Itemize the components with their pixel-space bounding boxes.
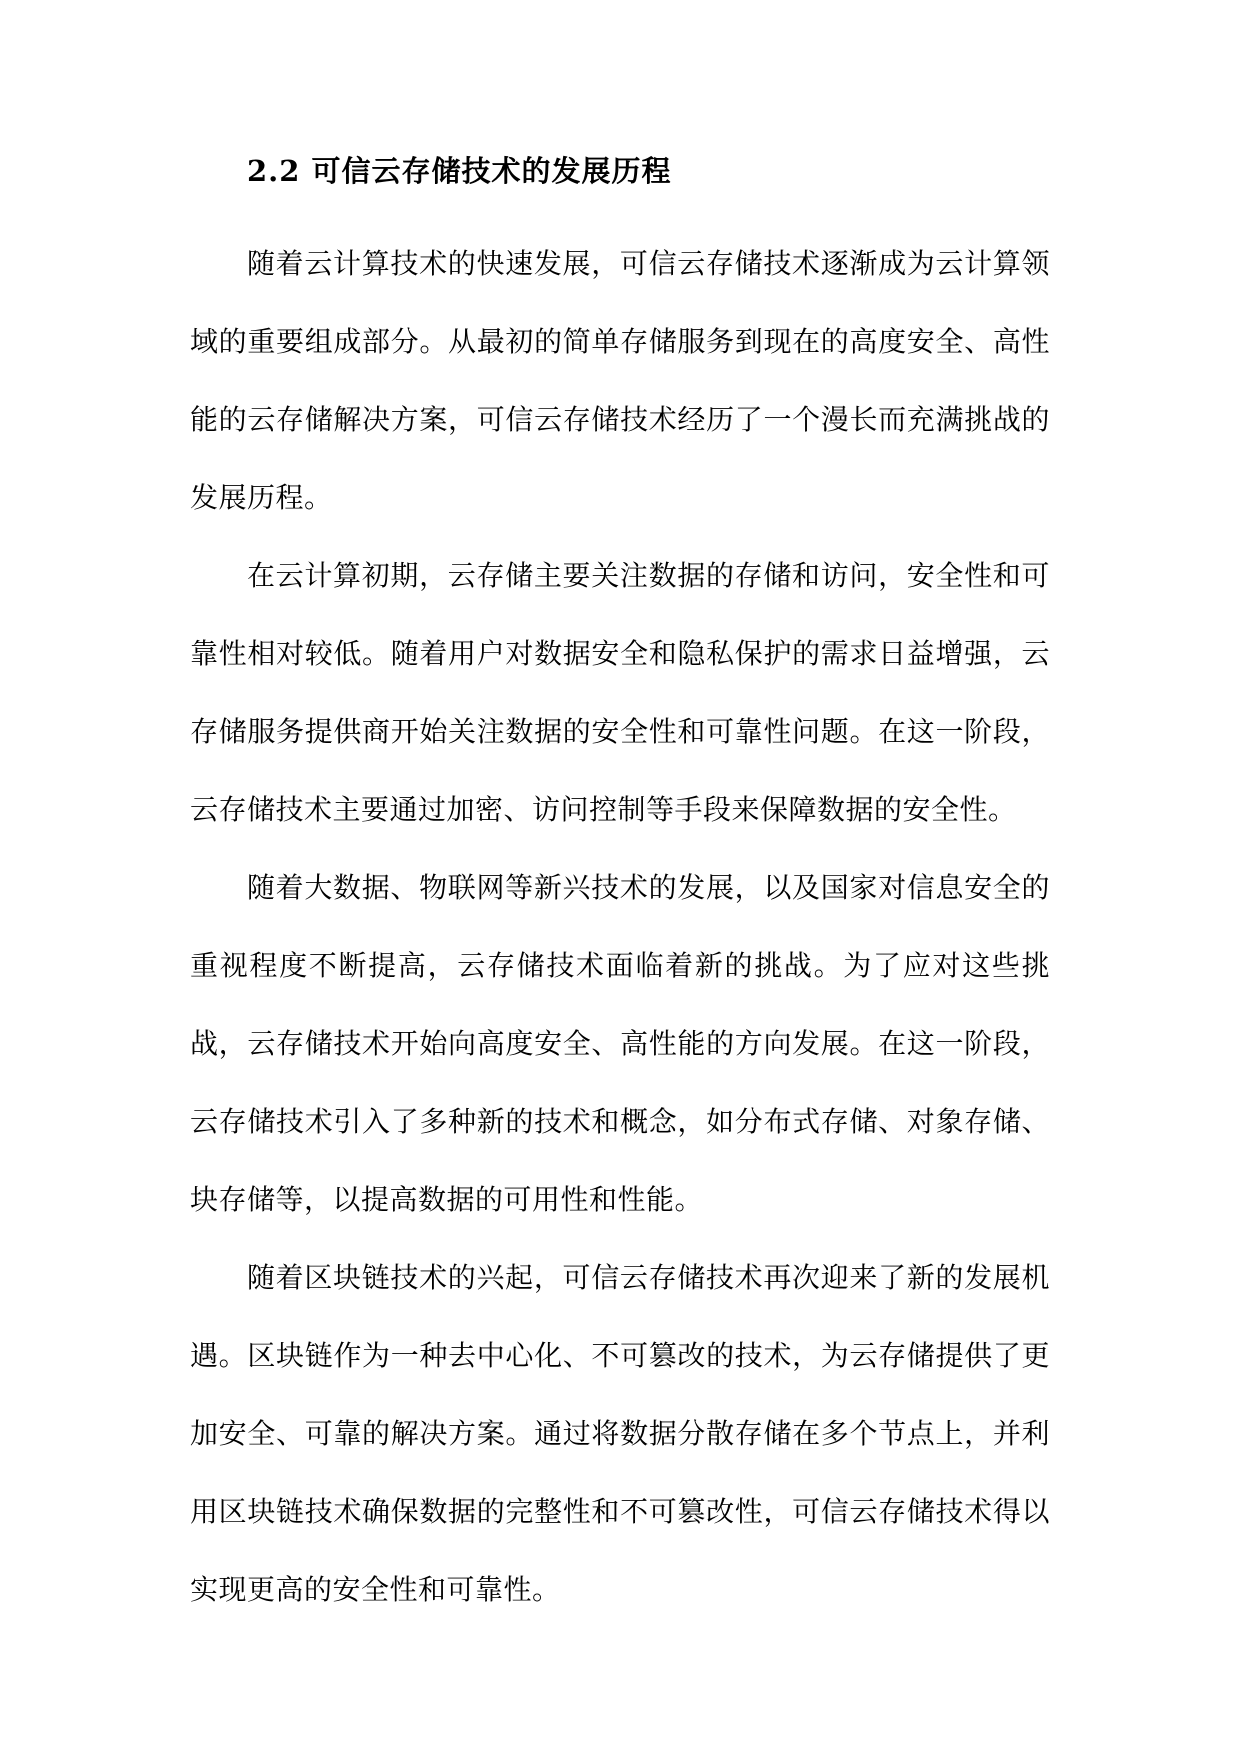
section-body (190, 145, 1050, 1629)
section-heading: 2.2 可信云存储技术的发展历程 (247, 154, 672, 188)
paragraph-3: 随着大数据、物联网等新兴技术的发展，以及国家对信息安全的重视程度不断提高，云存储技术面临着新的挑战。为了应对这些挑战，云存储技术开始向高度安全、高性能的方向发展。在这一阶段，云存储技术引入了多种新的技术和概念，如分布式存储、对象存储、块存储等，以提高数据的可用性和性能。 (190, 871, 1050, 1216)
paragraph-2: 在云计算初期，云存储主要关注数据的存储和访问，安全性和可靠性相对较低。随着用户对数据安全和隐私保护的需求日益增强，云存储服务提供商开始关注数据的安全性和可靠性问题。在这一阶段，云存储技术主要通过加密、访问控制等手段来保障数据的安全性。 (190, 559, 1050, 826)
paragraph-4: 随着区块链技术的兴起，可信云存储技术再次迎来了新的发展机遇。区块链作为一种去中心化、不可篡改的技术，为云存储提供了更加安全、可靠的解决方案。通过将数据分散存储在多个节点上，并利用区块链技术确保数据的完整性和不可篡改性，可信云存储技术得以实现更高的安全性和可靠性。 (190, 1261, 1050, 1606)
paragraph-1: 随着云计算技术的快速发展，可信云存储技术逐渐成为云计算领域的重要组成部分。从最初的简单存储服务到现在的高度安全、高性能的云存储解决方案，可信云存储技术经历了一个漫长而充满挑战的发展历程。 (190, 247, 1050, 514)
